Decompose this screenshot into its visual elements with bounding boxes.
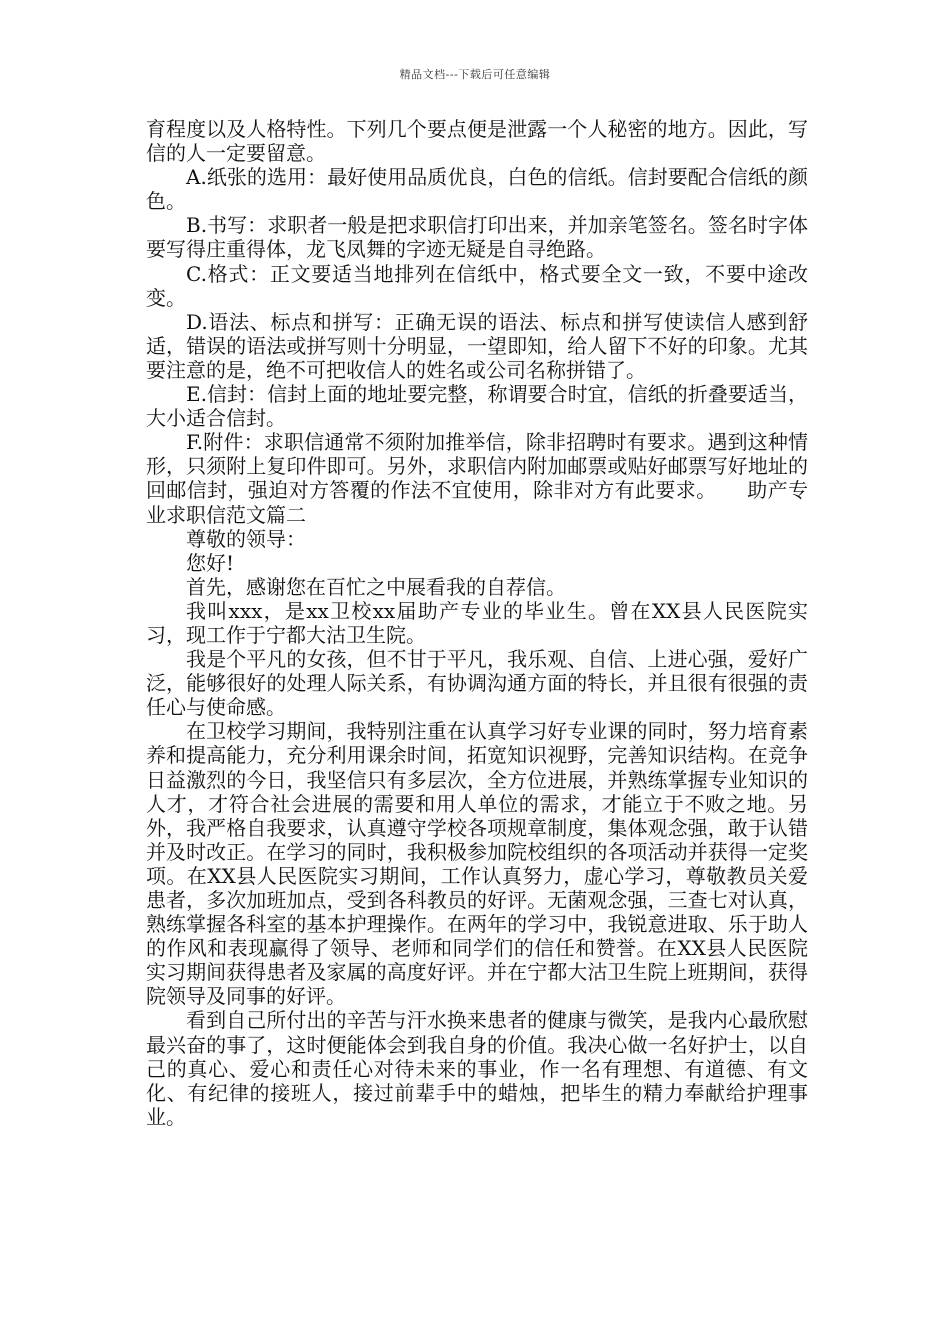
- salutation: 尊敬的领导：: [186, 526, 306, 551]
- paragraph: 育程度以及人格特性。下列几个要点便是泄露一个人秘密的地方。因此，写信的人一定要留意。: [146, 117, 808, 166]
- page-header-note: 精品文档---下载后可任意编辑: [399, 68, 551, 81]
- paragraph: 我是个平凡的女孩，但不甘于平凡，我乐观、自信、上进心强，爱好广泛，能够很好的处理人际关系，有协调沟通方面的特长，并且很有很强的责任心与使命感。: [146, 647, 808, 720]
- paragraph: E.信封：信封上面的地址要完整，称谓要合时宜，信纸的折叠要适当，大小适合信封。: [146, 382, 808, 431]
- paragraph: 在卫校学习期间，我特别注重在认真学习好专业课的同时，努力培育素养和提高能力，充分利用课余时间，拓宽知识视野，完善知识结构。在竞争日益激烈的今日，我坚信只有多层次，全方位进展，并熟练掌握专业知识的人才，才符合社会进展的需要和用人单位的需求，才能立于不败之地。另外，我严格自我要求，认真遵守学校各项规章制度，集体观念强，敢于认错并及时改正。在学习的同时，我积极参加院校组织的各项活动并获得一定奖项。在XX县人民医院实习期间，工作认真努力，虚心学习，尊敬教员关爱患者，多次加班加点，受到各科教员的好评。无菌观念强，三查七对认真，熟练掌握各科室的基本护理操作。在两年的学习中，我锐意进取、乐于助人的作风和表现赢得了领导、老师和同学们的信任和赞誉。在XX县人民医院实习期间获得患者及家属的高度好评。并在宁都大沽卫生院上班期间，获得院领导及同事的好评。: [146, 719, 808, 1009]
- document-body: [146, 117, 808, 1129]
- paragraph: 首先，感谢您在百忙之中展看我的自荐信。: [186, 574, 566, 599]
- paragraph: 我叫xxx，是xx卫校xx届助产专业的毕业生。曾在XX县人民医院实习，现工作于宁都大沽卫生院。: [146, 598, 808, 647]
- paragraph: B.书写：求职者一般是把求职信打印出来，并加亲笔签名。签名时字体要写得庄重得体，龙飞凤舞的字迹无疑是自寻绝路。: [146, 213, 808, 262]
- paragraph: F.附件：求职信通常不须附加推举信，除非招聘时有要求。遇到这种情形，只须附上复印件即可。另外，求职信内附加邮票或贴好邮票写好地址的回邮信封，强迫对方答覆的作法不宜使用，除非对方有此要求。 助产专业求职信范文篇二: [146, 430, 808, 527]
- paragraph: A.纸张的选用：最好使用品质优良，白色的信纸。信封要配合信纸的颜色。: [146, 165, 808, 214]
- greeting: 您好!: [186, 550, 235, 575]
- paragraph: 看到自己所付出的辛苦与汗水换来患者的健康与微笑，是我内心最欣慰最兴奋的事了，这时便能体会到我自身的价值。我决心做一名好护士，以自己的真心、爱心和责任心对待未来的事业，作一名有理想、有道德、有文化、有纪律的接班人，接过前辈手中的蜡烛，把毕生的精力奉献给护理事业。: [146, 1008, 808, 1129]
- paragraph: D.语法、标点和拼写：正确无误的语法、标点和拼写使读信人感到舒适，错误的语法或拼写则十分明显，一望即知，给人留下不好的印象。尤其要注意的是，绝不可把收信人的姓名或公司名称拼错了。: [146, 309, 808, 382]
- paragraph: C.格式：正文要适当地排列在信纸中，格式要全文一致，不要中途改变。: [146, 261, 808, 310]
